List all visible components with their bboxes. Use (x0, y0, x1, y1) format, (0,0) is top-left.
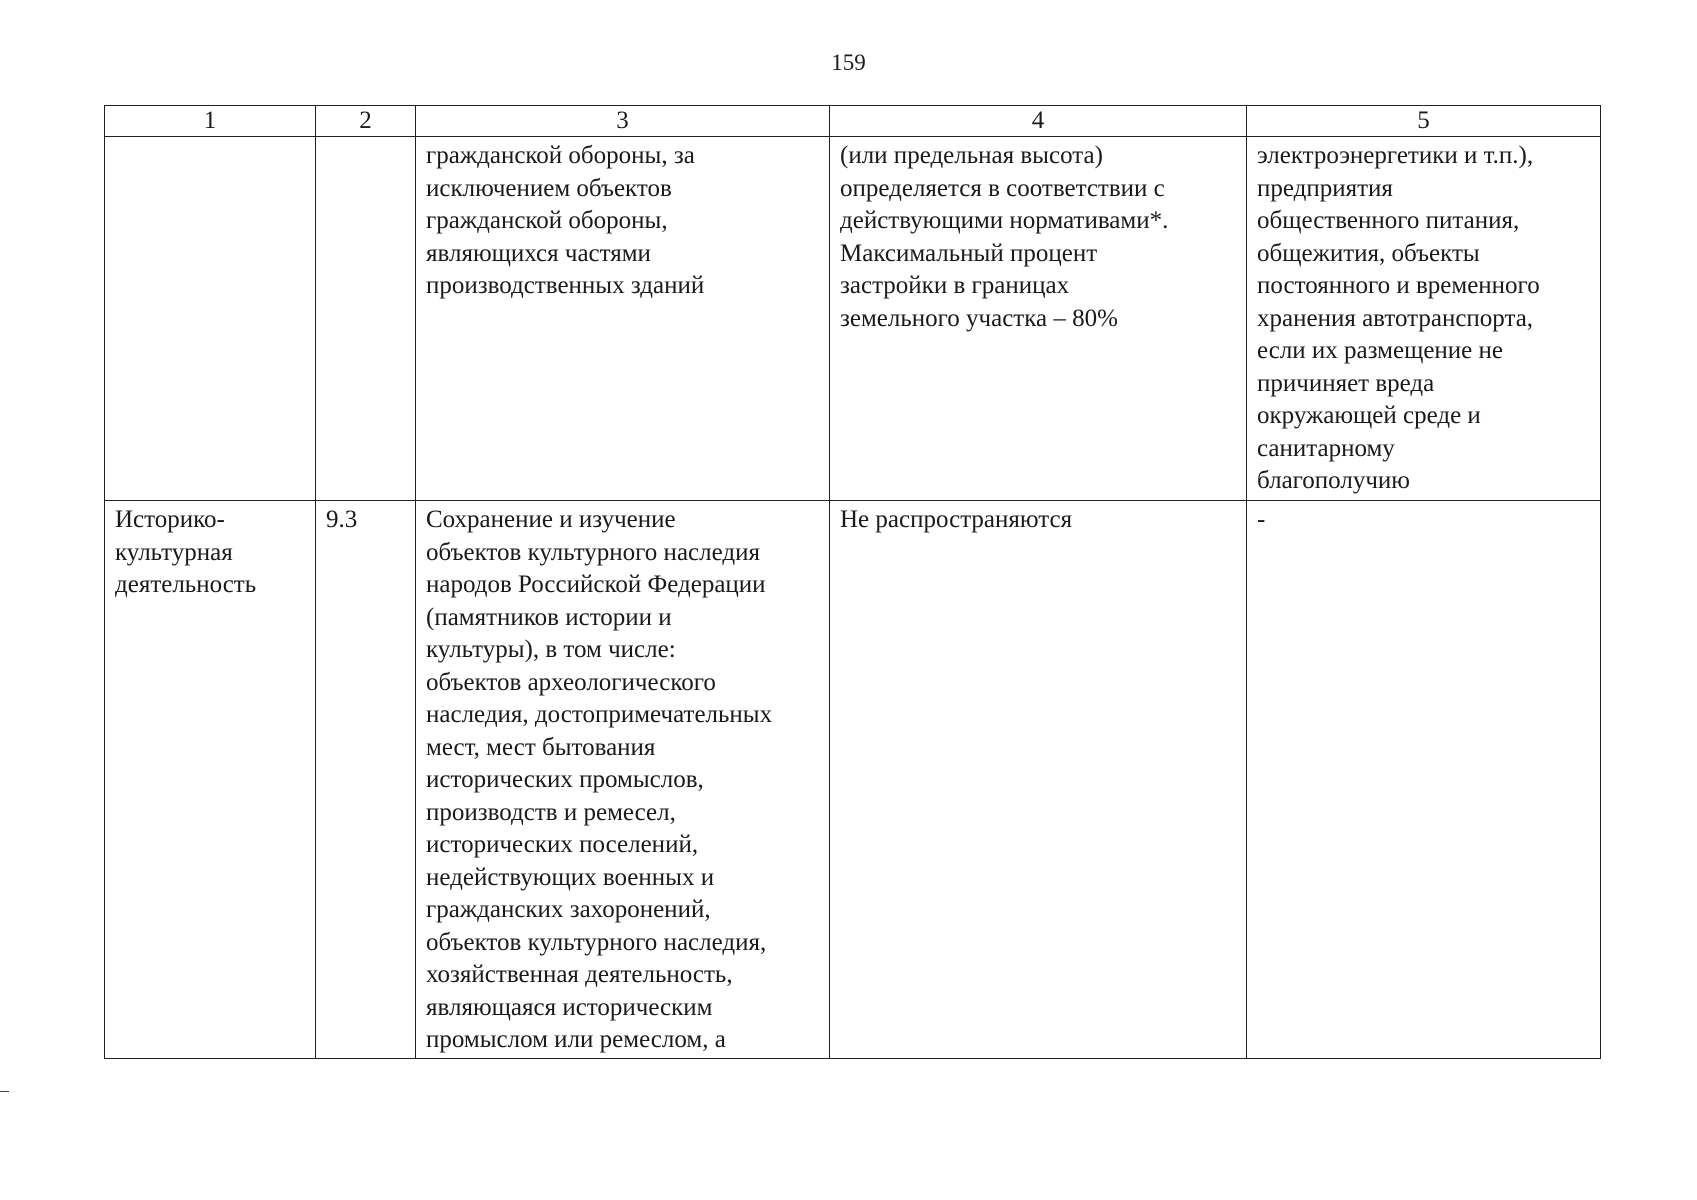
cell-parameters: (или предельная высота) определяется в соответствии с действующими нормативами*. Максимальный процент застройки в границах земельного участка – 80% (830, 137, 1247, 501)
cell-use-description: Сохранение и изучение объектов культурного наследия народов Российской Федерации (памятников истории и культуры), в том числе: объектов археологического наследия, достопримечательных мест, мест бытования исторических промыслов, производств и ремесел, исторических поселений, недействующих военных и гражданских захоронений, объектов культурного наследия, хозяйственная деятельность, являющаяся историческим промыслом или ремеслом, а (416, 501, 830, 1059)
cell-use-code: 9.3 (316, 501, 416, 1059)
cell-auxiliary-uses: - (1247, 501, 1601, 1059)
column-header-4: 4 (830, 106, 1247, 137)
zoning-table (104, 105, 1601, 1059)
cell-use-name (105, 137, 316, 501)
cell-use-name: Историко- культурная деятельность (105, 501, 316, 1059)
column-header-5: 5 (1247, 106, 1601, 137)
table-row (105, 501, 1601, 1059)
page-number: 159 (831, 50, 866, 75)
cell-auxiliary-uses: электроэнергетики и т.п.), предприятия общественного питания, общежития, объекты постоянного и временного хранения автотранспорта, если их размещение не причиняет вреда окружающей среде и санитарному благополучию (1247, 137, 1601, 501)
column-header-2: 2 (316, 106, 416, 137)
table-row (105, 137, 1601, 501)
column-header-1: 1 (105, 106, 316, 137)
table-header-row (105, 106, 1601, 137)
scan-edge-mark (0, 1091, 9, 1092)
column-header-3: 3 (416, 106, 830, 137)
cell-parameters: Не распространяются (830, 501, 1247, 1059)
cell-use-code (316, 137, 416, 501)
cell-use-description: гражданской обороны, за исключением объектов гражданской обороны, являющихся частями производственных зданий (416, 137, 830, 501)
